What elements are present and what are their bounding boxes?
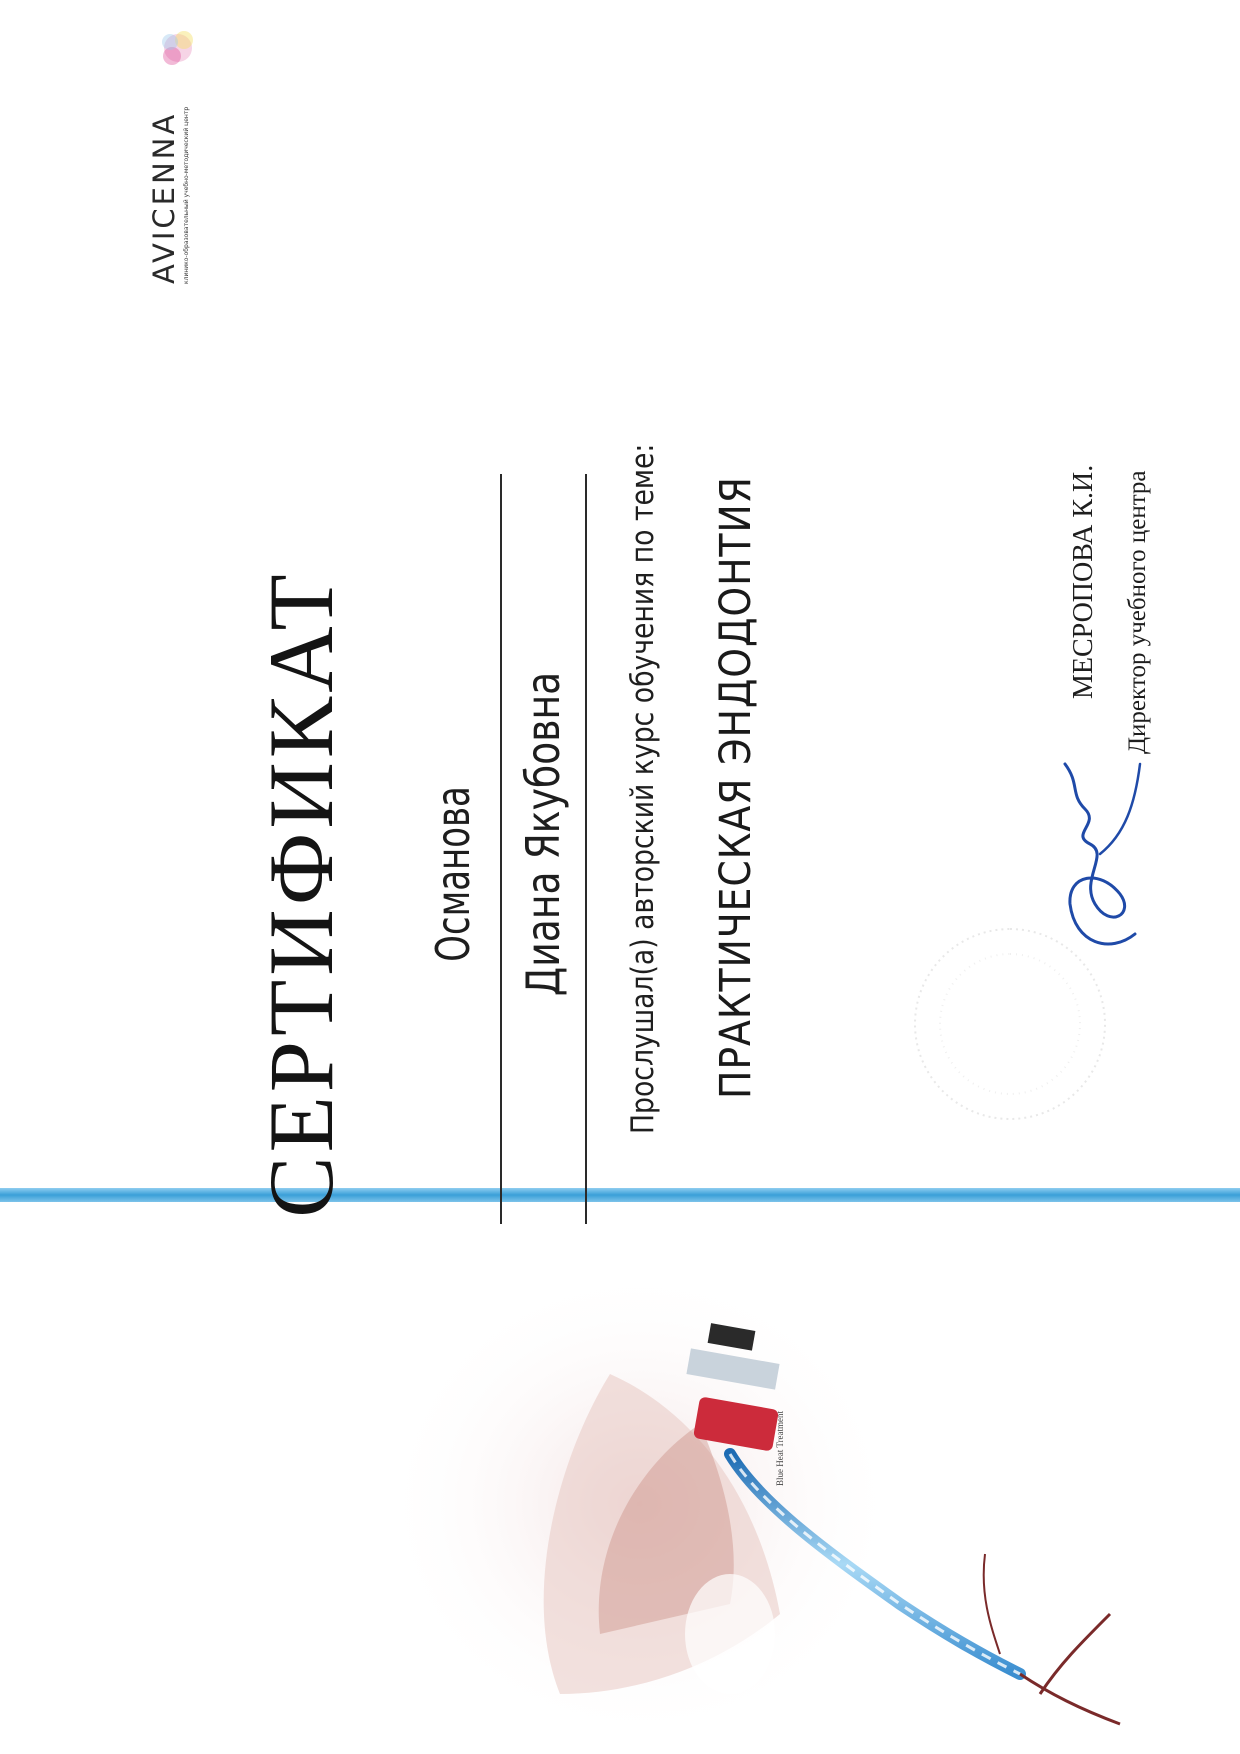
surname-underline [500,474,502,1224]
signer-name: МЕСРОПОВА К.И. [1068,464,1099,699]
course-topic: ПРАКТИЧЕСКАЯ ЭНДОДОНТИЯ [711,476,761,1099]
faint-stamp [900,914,1120,1134]
course-intro-text: Прослушал(а) авторский курс обучения по теме: [625,443,661,1134]
avicenna-logo [147,84,190,284]
endodontic-file-illustration-icon [0,1194,1240,1754]
signer-role: Директор учебного центра [1124,470,1151,754]
recipient-given-names: Диана Якубовна [516,671,570,997]
blue-divider-bar [0,1188,1240,1202]
illustration-caption: Blue Heat Treatment [775,1411,785,1486]
certificate-title: СЕРТИФИКАТ [250,570,352,1218]
recipient-surname: Османова [426,786,480,962]
logo-subtitle: клинико-образовательный учебно-методический центр [183,106,190,284]
logo-name: AVICENNA [147,111,181,284]
flower-logo-icon [148,18,208,78]
given-names-underline [585,474,587,1224]
